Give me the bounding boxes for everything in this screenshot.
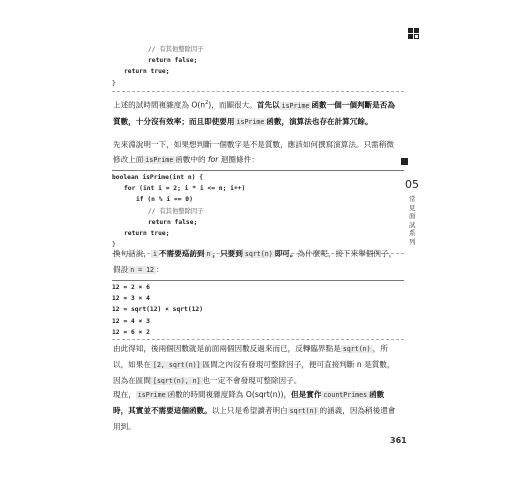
page-number: 361 (390, 436, 407, 445)
code-line: if (n % i == 0) (136, 196, 193, 204)
code-line: 12 = 4 × 3 (112, 317, 150, 325)
chapter-number: 05 (405, 178, 419, 191)
code-line: 12 = 6 × 2 (112, 328, 150, 336)
chapter-marker (401, 158, 408, 165)
code-line: } (112, 79, 116, 87)
code-line: // 有其他整除因子 (148, 207, 204, 215)
code-line: // 有其他整除因子 (148, 46, 204, 53)
code-block-isprime (112, 172, 392, 250)
code-line: return false; (148, 57, 198, 65)
paragraph-intro: 先來淵說明一下，如果想判斷一個數字是不是質數，應該如何撰寫演算法。只需稍微修改上面 isPrime 函數中的 for 迴圈條件： (113, 140, 394, 164)
code-line: return true; (124, 68, 170, 76)
code-line: for (int i = 2; i * i <= n; i++) (124, 185, 246, 193)
paragraph-conclusion: 現在， isPrime 函數的時間複雜度降為 O(sqrt(n))，但是實作 countPrimes 函數時，其實並不需要這個函數。以上只是希望讀者明白 sqrt(n) 的涵義，因為稍後還會用到。 (113, 390, 396, 431)
code-line: return true; (124, 229, 170, 237)
code-line: 12 = 3 × 4 (112, 295, 150, 303)
chapter-title: 常見面試系列 (409, 195, 416, 246)
paragraph-symmetry: 由此得知，後兩個因數就是前面兩個因數反過來而已，反轉臨界點是 sqrt(n) ，所以，如果在 [2, sqrt(n)] 區間之內沒有發現可整除因子，便可直接判斷 n 是質數，因為在區間 [sqrt(n), n] 也一定不會發現可整除因子。 (113, 344, 395, 385)
code-line: } (112, 241, 116, 249)
code-block-factors (112, 282, 392, 338)
code2-bottom-rule (112, 339, 404, 340)
code-line: return false; (148, 218, 198, 226)
paragraph-sqrt: 換句話說， i 不需要巡訪到 n ，只要到 sqrt(n) 即可。為什麼呢，接下來舉個例子，假設 n = 12 ： (113, 249, 397, 274)
paragraph-complexity: 上述的試時間複雜度為 $O(n^2)$，而顯很大。首先以 isPrime 函數一個一個判斷是否為質數，十分沒有效率；而且即使要用 isPrime 函數，演算法也存在計算冗餘。 (113, 100, 395, 126)
code2-top-rule (112, 280, 404, 281)
code-line: 12 = sqrt(12) × sqrt(12) (112, 306, 203, 314)
code-block-top (112, 44, 392, 89)
code-line: boolean isPrime(int n) { (112, 174, 203, 181)
code-line: 12 = 2 × 6 (112, 284, 150, 291)
code-top-rule (112, 170, 404, 171)
code-divider (112, 91, 404, 92)
